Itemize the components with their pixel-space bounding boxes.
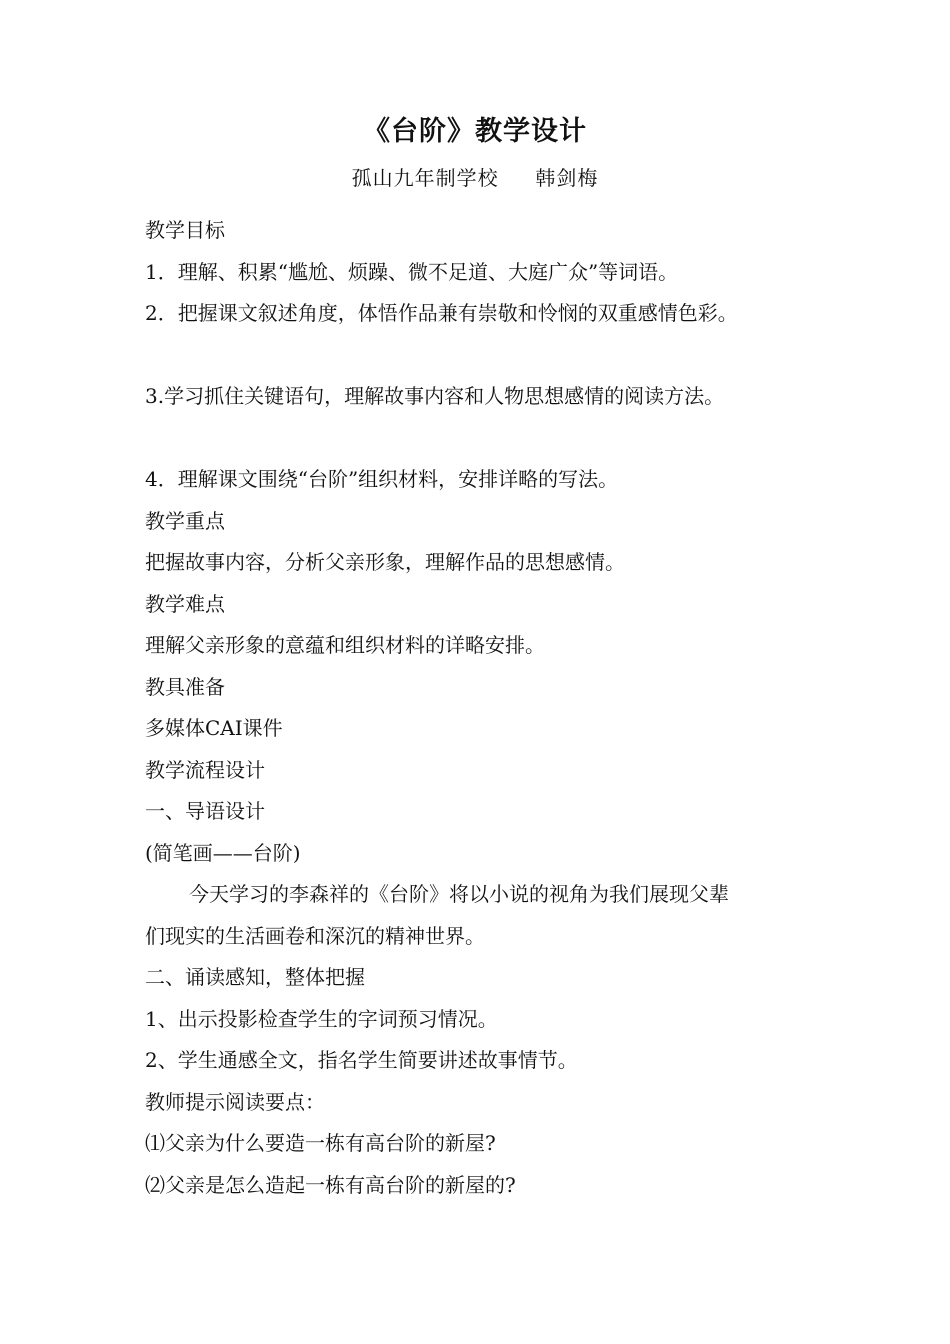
section-heading-process: 教学流程设计 — [145, 757, 265, 782]
question-1: ⑴父亲为什么要造一栋有高台阶的新屋? — [145, 1131, 496, 1155]
difficulties-text: 理解父亲形象的意蕴和组织材料的详略安排。 — [145, 633, 545, 657]
section-heading-difficulties: 教学难点 — [145, 591, 225, 616]
intro-paragraph-line-1: 今天学习的李森祥的《台阶》将以小说的视角为我们展现父辈 — [189, 882, 729, 906]
teacher-prompt: 教师提示阅读要点： — [145, 1089, 325, 1114]
step-2-heading: 二、诵读感知，整体把握 — [145, 965, 365, 989]
document-body — [145, 214, 825, 1210]
intro-paragraph-line-2: 们现实的生活画卷和深沉的精神世界。 — [145, 923, 485, 948]
step-2-item-2: 2、学生通感全文，指名学生简要讲述故事情节。 — [145, 1048, 578, 1072]
question-2: ⑵父亲是怎么造起一栋有高台阶的新屋的? — [145, 1172, 516, 1197]
step-2-item-1: 1、出示投影检查学生的字词预习情况。 — [145, 1006, 498, 1031]
objective-2: 2．把握课文叙述角度，体悟作品兼有崇敬和怜悯的双重感情色彩。 — [145, 301, 738, 325]
step-1-heading: 一、导语设计 — [145, 799, 265, 823]
section-heading-materials: 教具准备 — [145, 674, 225, 699]
key-points-text: 把握故事内容，分析父亲形象，理解作品的思想感情。 — [145, 550, 625, 574]
step-1-note: (简笔画——台阶) — [145, 840, 301, 865]
objective-3: 3.学习抓住关键语句，理解故事内容和人物思想感情的阅读方法。 — [145, 384, 725, 408]
objective-4: 4．理解课文围绕“台阶”组织材料，安排详略的写法。 — [145, 467, 619, 491]
author-byline: 孤山九年制学校 韩剑梅 — [351, 166, 599, 190]
materials-text: 多媒体CAI课件 — [145, 716, 283, 740]
section-heading-key-points: 教学重点 — [145, 508, 225, 533]
section-heading-objectives: 教学目标 — [145, 218, 225, 242]
document-title: 《台阶》教学设计 — [363, 116, 587, 147]
objective-1: 1．理解、积累“尴尬、烦躁、微不足道、大庭广众”等词语。 — [145, 259, 679, 284]
